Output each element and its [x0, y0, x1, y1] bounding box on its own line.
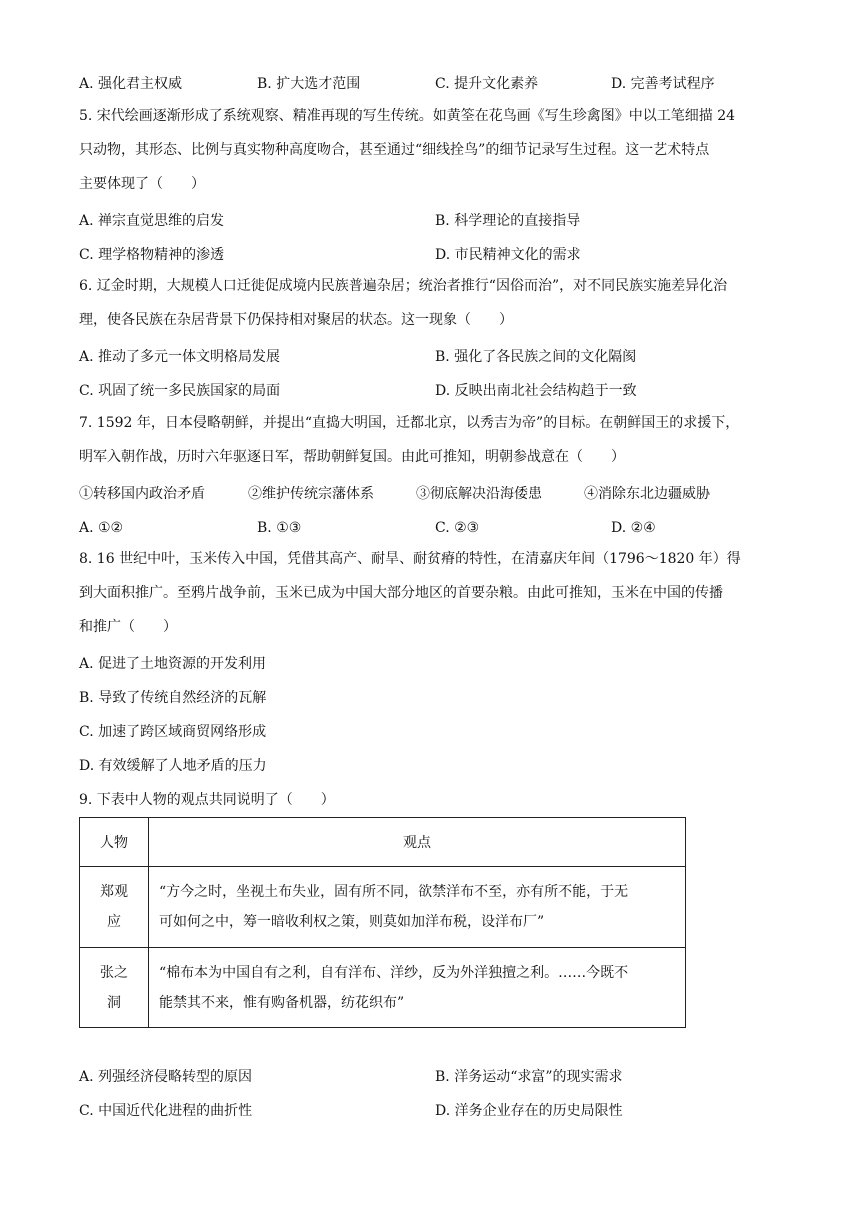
q7-option-a[interactable]: A. ①②: [79, 520, 124, 536]
q7-line: 明军入朝作战，历时六年驱逐日军，帮助朝鲜复国。由此可推知，明朝参战意在（ ）: [79, 449, 625, 465]
view-line: “棉布本为中国自有之利，自有洋布、洋纱，反为外洋独擅之利。……今既不: [159, 964, 629, 981]
q6-option-a[interactable]: A. 推动了多元一体文明格局发展: [79, 349, 281, 365]
q6-stem: [79, 269, 799, 337]
q6-option-d[interactable]: D. 反映出南北社会结构趋于一致: [435, 383, 637, 399]
q5-line: 只动物，其形态、比例与真实物种高度吻合，甚至通过“细线拴鸟”的细节记录写生过程。这一艺术特点: [79, 142, 710, 158]
view-cell: [149, 948, 686, 1028]
view-cell: [149, 867, 686, 948]
q4-option-b[interactable]: B. 扩大选才范围: [257, 76, 361, 92]
person-name-part: 应: [107, 914, 121, 930]
q7-item-1: ①转移国内政治矛盾: [79, 486, 205, 502]
q5-option-c[interactable]: C. 理学格物精神的渗透: [79, 247, 225, 263]
q6-line: 6. 辽金时期，大规模人口迁徙促成境内民族普遍杂居；统治者推行“因俗而治”，对不同民族实施差异化治: [79, 278, 728, 294]
q9-table: [79, 817, 686, 1028]
q8-option-c[interactable]: C. 加速了跨区域商贸网络形成: [79, 724, 267, 740]
q7-item-2: ②维护传统宗藩体系: [248, 486, 374, 502]
q5-option-a[interactable]: A. 禅宗直觉思维的启发: [79, 213, 225, 229]
q8-option-a[interactable]: A. 促进了土地资源的开发利用: [79, 656, 267, 672]
q8-option-d[interactable]: D. 有效缓解了人地矛盾的压力: [79, 758, 267, 774]
person-cell: [80, 867, 149, 948]
table-row: [80, 948, 686, 1028]
header-view: 观点: [149, 818, 686, 867]
q9-option-d[interactable]: D. 洋务企业存在的历史局限性: [435, 1103, 623, 1119]
q5-line: 5. 宋代绘画逐渐形成了系统观察、精准再现的写生传统。如黄筌在花鸟画《写生珍禽图》中以工笔细描 24: [79, 108, 736, 124]
q6-option-b[interactable]: B. 强化了各民族之间的文化隔阂: [435, 349, 637, 365]
q7-stem: [79, 406, 799, 474]
q7-option-d[interactable]: D. ②④: [611, 520, 656, 536]
view-line: “方今之时，坐视土布失业，固有所不同，欲禁洋布不至，亦有所不能，于无: [159, 884, 629, 900]
q8-line: 8. 16 世纪中叶，玉米传入中国，凭借其高产、耐旱、耐贫瘠的特性，在清嘉庆年间（1796～1820 年）得: [79, 551, 741, 567]
q8-option-b[interactable]: B. 导致了传统自然经济的瓦解: [79, 690, 267, 706]
q5-line: 主要体现了（ ）: [79, 176, 205, 192]
q4-option-c[interactable]: C. 提升文化素养: [435, 76, 539, 92]
q7-line: 7. 1592 年，日本侵略朝鲜，并提出“直捣大明国，迁都北京，以秀吉为帝”的目标。在朝鲜国王的求援下，: [79, 415, 740, 431]
q8-line: 到大面积推广。至鸦片战争前，玉米已成为中国大部分地区的首要杂粮。由此可推知，玉米在中国的传播: [79, 585, 723, 601]
q7-item-3: ③彻底解决沿海倭患: [416, 486, 542, 502]
person-name-part: 郑观: [100, 884, 128, 900]
view-line: 可如何之中，筹一暗收利权之策，则莫如加洋布税，设洋布厂”: [159, 914, 545, 930]
table-row: [80, 867, 686, 948]
q9-option-b[interactable]: B. 洋务运动“求富”的现实需求: [435, 1069, 623, 1085]
q5-option-b[interactable]: B. 科学理论的直接指导: [435, 213, 581, 229]
table-header-row: [80, 818, 686, 867]
q5-option-d[interactable]: D. 市民精神文化的需求: [435, 247, 581, 263]
q7-option-c[interactable]: C. ②③: [435, 520, 480, 536]
q5-stem: [79, 99, 799, 201]
person-name-part: 洞: [107, 994, 121, 1011]
q8-line: 和推广（ ）: [79, 619, 177, 635]
q9-option-a[interactable]: A. 列强经济侵略转型的原因: [79, 1069, 253, 1085]
person-name-part: 张之: [100, 964, 128, 981]
q6-line: 理，使各民族在杂居背景下仍保持相对聚居的状态。这一现象（ ）: [79, 312, 513, 328]
header-person: 人物: [80, 818, 149, 867]
q7-option-b[interactable]: B. ①③: [257, 520, 302, 536]
q4-option-a[interactable]: A. 强化君主权威: [79, 76, 183, 92]
view-line: 能禁其不来，惟有购备机器，纺花织布”: [159, 994, 405, 1011]
q9-stem: 9. 下表中人物的观点共同说明了（ ）: [79, 792, 335, 808]
q7-item-4: ④消除东北边疆威胁: [584, 486, 710, 502]
q8-stem: [79, 542, 799, 644]
q9-option-c[interactable]: C. 中国近代化进程的曲折性: [79, 1103, 253, 1119]
person-cell: [80, 948, 149, 1028]
q6-option-c[interactable]: C. 巩固了统一多民族国家的局面: [79, 383, 281, 399]
q4-option-d[interactable]: D. 完善考试程序: [611, 76, 715, 92]
